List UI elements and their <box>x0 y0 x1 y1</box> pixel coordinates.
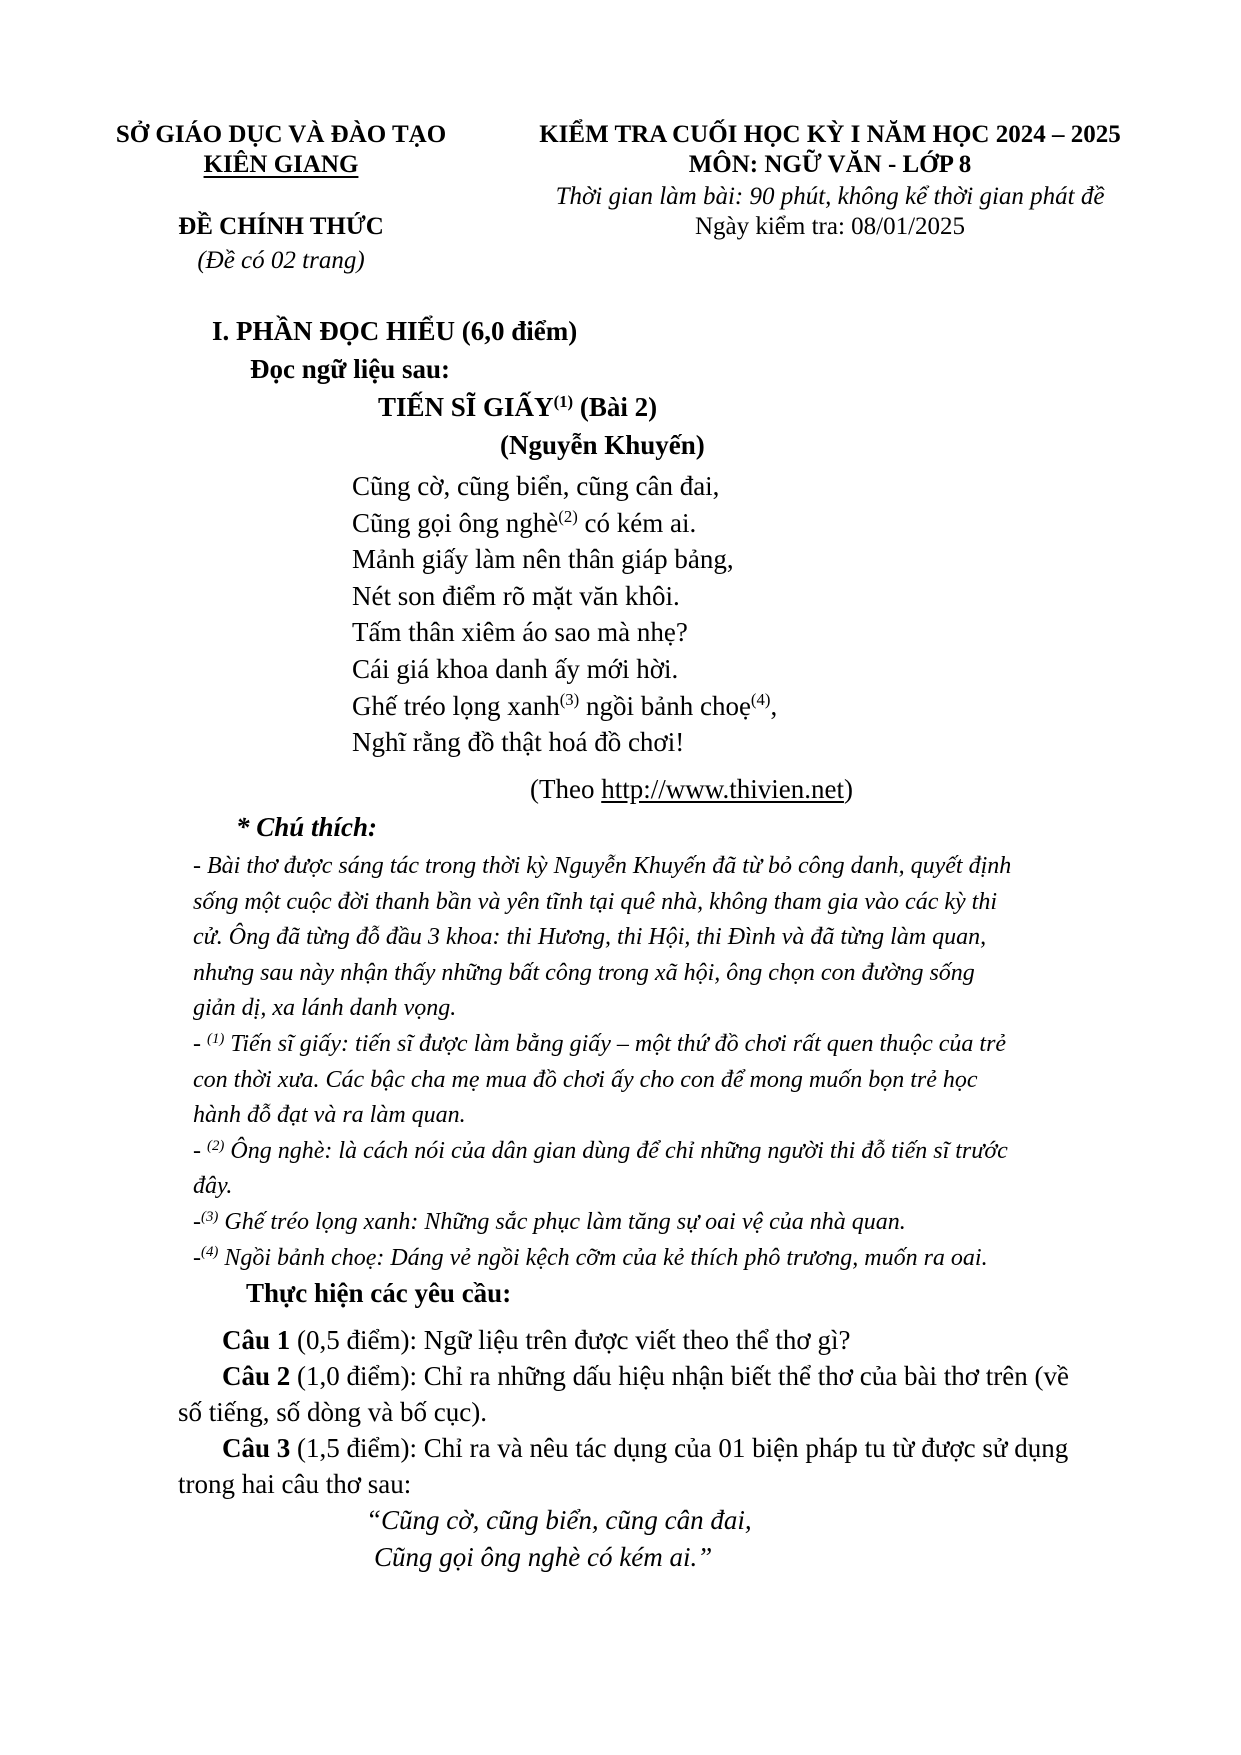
question-3: Câu 3 (1,5 điểm): Chỉ ra và nêu tác dụng của 01 biện pháp tu từ được sử dụng <box>222 1433 1069 1463</box>
quoted-verse <box>366 1502 752 1576</box>
quote-line: “Cũng cờ, cũng biển, cũng cân đai, <box>366 1505 752 1535</box>
province-name: KIÊN GIANG <box>203 151 359 178</box>
poem-line: Tấm thân xiêm áo sao mà nhẹ? <box>352 617 688 648</box>
poem-title <box>378 392 657 423</box>
question-1: Câu 1 (0,5 điểm): Ngữ liệu trên được viết theo thể thơ gì? <box>222 1325 851 1355</box>
exam-title: KIỂM TRA CUỐI HỌC KỲ I NĂM HỌC 2024 – 2025 <box>539 121 1121 148</box>
note-line: - $^{(1)}$ Tiến sĩ giấy: tiến sĩ được làm bằng giấy – một thứ đồ chơi rất quen thuộc của trẻ <box>193 1030 1007 1057</box>
poem-line: Nét son điểm rõ mặt văn khôi. <box>352 580 680 611</box>
poem-line: Cũng cờ, cũng biển, cũng cân đai, <box>352 471 720 501</box>
note-line: đây. <box>193 1173 233 1200</box>
poem-title-footnote: (1) <box>553 391 574 411</box>
note-line: sống một cuộc đời thanh bần và yên tĩnh tại quê nhà, không tham gia vào các kỳ thi <box>193 888 997 915</box>
tasks-heading: Thực hiện các yêu cầu: <box>246 1278 512 1308</box>
note-line: -$^{(4)}$ Ngồi bảnh choẹ: Dáng vẻ ngồi kệch cỡm của kẻ thích phô trương, muốn ra oai. <box>193 1244 988 1271</box>
poem-line: Cái giá khoa danh ấy mới hời. <box>352 653 679 684</box>
poem-line: Nghĩ rằng đồ thật hoá đồ chơi! <box>352 727 685 758</box>
exam-date: Ngày kiểm tra: 08/01/2025 <box>694 213 966 240</box>
notes-heading: * Chú thích: <box>236 812 378 842</box>
poem-line: Ghế tréo lọng xanh$^{(3)}$ ngồi bảnh choẹ$^{(4)}$, <box>352 690 778 721</box>
poem-body <box>352 468 777 761</box>
note-line: - $^{(2)}$ Ông nghè: là cách nói của dân gian dùng để chỉ những người thi đỗ tiến sĩ trước <box>193 1137 1008 1164</box>
question-label: Câu 2 <box>222 1361 291 1391</box>
poem-author: (Nguyễn Khuyến) <box>500 430 705 460</box>
poem-line: Mảnh giấy làm nên thân giáp bảng, <box>352 544 734 575</box>
exam-time: Thời gian làm bài: 90 phút, không kể thời gian phát đề <box>555 183 1105 210</box>
department-line-1: SỞ GIÁO DỤC VÀ ĐÀO TẠO <box>115 121 447 148</box>
note-line: hành đỗ đạt và ra làm quan. <box>193 1102 466 1129</box>
notes-body <box>193 849 1011 1276</box>
source-link[interactable]: http://www.thivien.net <box>601 774 844 804</box>
poem-title-text: TIẾN SĨ GIẤY <box>378 392 554 422</box>
question-2: Câu 2 (1,0 điểm): Chỉ ra những dấu hiệu nhận biết thể thơ của bài thơ trên (về <box>222 1361 1069 1391</box>
note-line: cử. Ông đã từng đỗ đầu 3 khoa: thi Hương, thi Hội, thi Đình và đã từng làm quan, <box>193 924 987 951</box>
section-heading: I. PHẦN ĐỌC HIỂU (6,0 điểm) <box>212 316 578 346</box>
quote-line: Cũng gọi ông nghè có kém ai.” <box>374 1542 713 1572</box>
question-label: Câu 1 <box>222 1325 291 1355</box>
question-3-line-2: trong hai câu thơ sau: <box>178 1469 412 1499</box>
department-line-2 <box>96 150 466 180</box>
question-2-line-2: số tiếng, số dòng và bố cục). <box>178 1397 487 1427</box>
exam-subject: MÔN: NGỮ VĂN - LỚP 8 <box>688 151 972 178</box>
note-line: - Bài thơ được sáng tác trong thời kỳ Nguyễn Khuyến đã từ bỏ công danh, quyết định <box>193 853 1012 879</box>
department-name <box>96 120 466 180</box>
poem-source: (Theo http://www.thivien.net) <box>530 774 853 804</box>
note-line: giản dị, xa lánh danh vọng. <box>193 995 457 1022</box>
official-label: ĐỀ CHÍNH THỨC <box>178 213 384 240</box>
reading-instruction: Đọc ngữ liệu sau: <box>250 354 450 384</box>
note-line: nhưng sau này nhận thấy những bất công trong xã hội, ông chọn con đường sống <box>193 959 975 986</box>
poem-line: Cũng gọi ông nghè$^{(2)}$ có kém ai. <box>352 507 697 538</box>
pages-note: (Đề có 02 trang) <box>197 247 365 274</box>
note-line: con thời xưa. Các bậc cha mẹ mua đồ chơi ấy cho con để mong muốn bọn trẻ học <box>193 1066 978 1093</box>
note-line: -$^{(3)}$ Ghế tréo lọng xanh: Những sắc phục làm tăng sự oai vệ của nhà quan. <box>193 1208 906 1235</box>
poem-title-suffix: (Bài 2) <box>573 392 658 422</box>
question-label: Câu 3 <box>222 1433 291 1463</box>
